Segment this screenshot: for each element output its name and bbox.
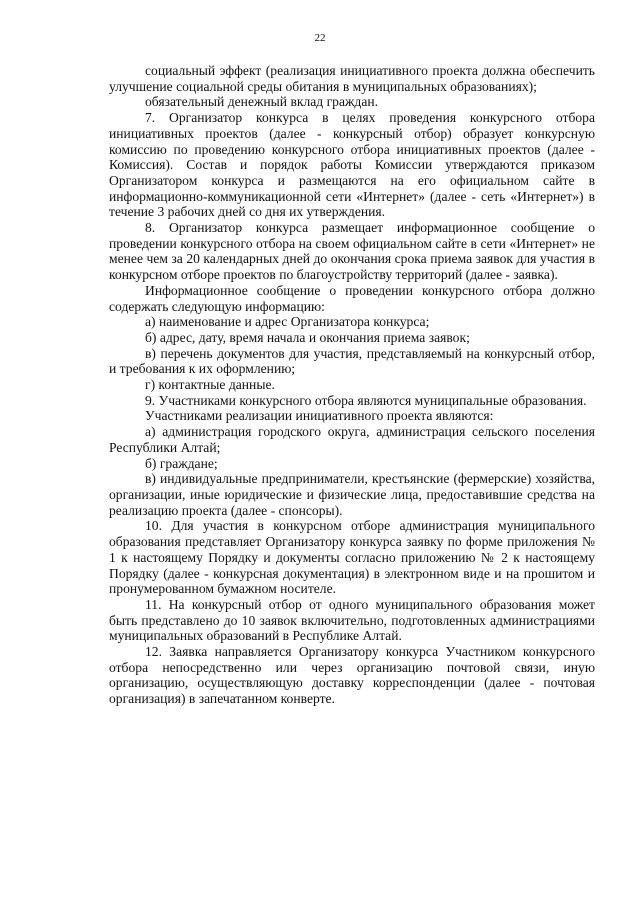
- paragraph: 11. На конкурсный отбор от одного муниципального образования может быть представлено до 10 заявок включительно, подготовленных администрациями муниципальных образований в Республике Алтай.: [109, 596, 595, 644]
- paragraph: Участниками реализации инициативного проекта являются:: [145, 408, 494, 424]
- paragraph: в) индивидуальные предприниматели, крестьянские (фермерские) хозяйства, организации, иные юридические и физические лица, предоставившие средства на реализацию проекта (далее - спонсоры).: [109, 471, 595, 518]
- paragraph: Информационное сообщение о проведении конкурсного отбора должно содержать следующую информацию:: [109, 282, 595, 314]
- paragraph: б) адрес, дату, время начала и окончания приема заявок;: [145, 329, 470, 345]
- paragraph: 7. Организатор конкурса в целях проведения конкурсного отбора инициативных проектов (далее - конкурсный отбор) образует конкурсную комиссию по проведению конкурсного отбора инициативных проектов (далее - Комиссия). Состав и порядок работы Комиссии утверждаются приказом Организатором конкурса и размещаются на его официальном сайте в информационно-коммуникационной сети «Интернет» (далее - сеть «Интернет») в течение 3 рабочих дней со дня их утверждения.: [109, 110, 595, 220]
- paragraph: 9. Участниками конкурсного отбора являются муниципальные образования.: [145, 392, 587, 408]
- paragraph: б) граждане;: [145, 455, 218, 471]
- page-number: 22: [314, 32, 326, 44]
- paragraph: обязательный денежный вклад граждан.: [145, 94, 379, 110]
- paragraph: а) администрация городского округа, администрация сельского поселения Республики Алтай;: [109, 424, 595, 455]
- paragraph: а) наименование и адрес Организатора конкурса;: [145, 314, 430, 330]
- paragraph: 8. Организатор конкурса размещает информационное сообщение о проведении конкурсного отбора на своем официальном сайте в сети «Интернет» не менее чем за 20 календарных дней до окончания срока приема заявок для участия в конкурсном отборе проектов по благоустройству территорий (далее - заявка).: [109, 220, 595, 283]
- paragraph: 12. Заявка направляется Организатору конкурса Участником конкурсного отбора непосредственно или через организацию почтовой связи, иную организацию, осуществляющую доставку корреспонденции (далее - почтовая организация) в запечатанном конверте.: [109, 644, 595, 707]
- document-body: [109, 63, 595, 707]
- paragraph: в) перечень документов для участия, представляемый на конкурсный отбор, и требования к их оформлению;: [109, 345, 595, 377]
- paragraph: 10. Для участия в конкурсном отборе администрация муниципального образования представляет Организатору конкурса заявку по форме приложения № 1 к настоящему Порядку и документы согласно приложению № 2 к настоящему Порядку (далее - конкурсная документация) в электронном виде и на прошитом и пронумерованном бумажном носителе.: [109, 518, 595, 597]
- paragraph: социальный эффект (реализация инициативного проекта должна обеспечить улучшение социальной среды обитания в муниципальных образованиях);: [109, 63, 595, 94]
- paragraph: г) контактные данные.: [145, 377, 275, 393]
